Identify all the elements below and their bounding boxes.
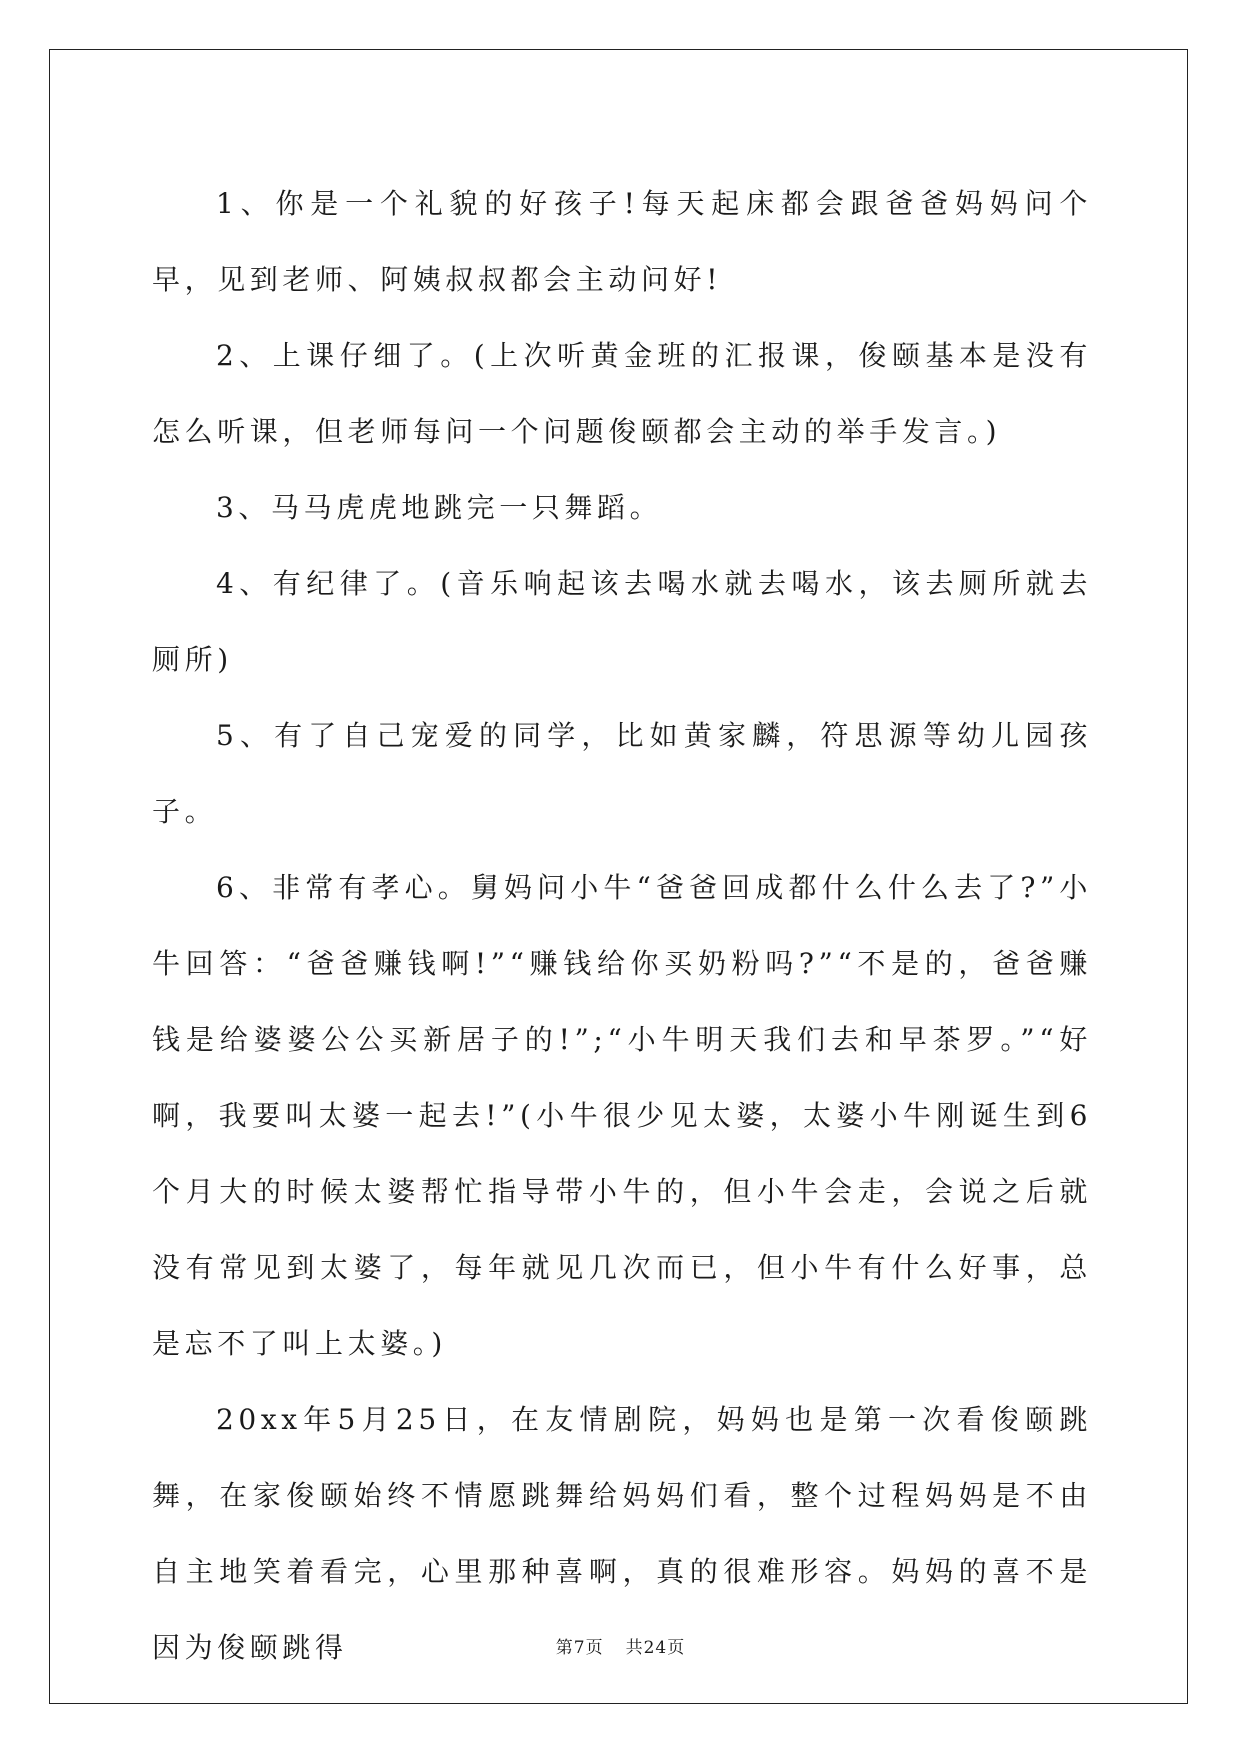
document-body bbox=[152, 166, 1092, 1686]
paragraph-1: 1、你是一个礼貌的好孩子!每天起床都会跟爸爸妈妈问个早，见到老师、阿姨叔叔都会主动问好! bbox=[152, 187, 1092, 296]
paragraph-3: 3、马马虎虎地跳完一只舞蹈。 bbox=[216, 491, 663, 524]
paragraph-5: 5、有了自己宠爱的同学，比如黄家麟，符思源等幼儿园孩子。 bbox=[152, 719, 1092, 828]
total-page-count: 共24页 bbox=[625, 1638, 686, 1658]
current-page-number: 第7页 bbox=[555, 1638, 604, 1658]
paragraph-2: 2、上课仔细了。(上次听黄金班的汇报课，俊颐基本是没有怎么听课，但老师每问一个问题俊颐都会主动的举手发言。) bbox=[152, 339, 1092, 448]
paragraph-7: 20xx年5月25日，在友情剧院，妈妈也是第一次看俊颐跳舞，在家俊颐始终不情愿跳舞给妈妈们看，整个过程妈妈是不由自主地笑着看完，心里那种喜啊，真的很难形容。妈妈的喜不是因为俊颐跳得 bbox=[152, 1403, 1092, 1664]
page-footer bbox=[0, 1633, 1241, 1658]
paragraph-4: 4、有纪律了。(音乐响起该去喝水就去喝水，该去厕所就去厕所) bbox=[152, 567, 1092, 676]
paragraph-6: 6、非常有孝心。舅妈问小牛“爸爸回成都什么什么去了?”小牛回答：“爸爸赚钱啊!”“赚钱给你买奶粉吗?”“不是的，爸爸赚钱是给婆婆公公买新居子的!”;“小牛明天我们去和早茶罗。”“好啊，我要叫太婆一起去!”(小牛很少见太婆，太婆小牛刚诞生到6个月大的时候太婆帮忙指导带小牛的，但小牛会走，会说之后就没有常见到太婆了，每年就见几次而已，但小牛有什么好事，总是忘不了叫上太婆。) bbox=[152, 871, 1092, 1360]
